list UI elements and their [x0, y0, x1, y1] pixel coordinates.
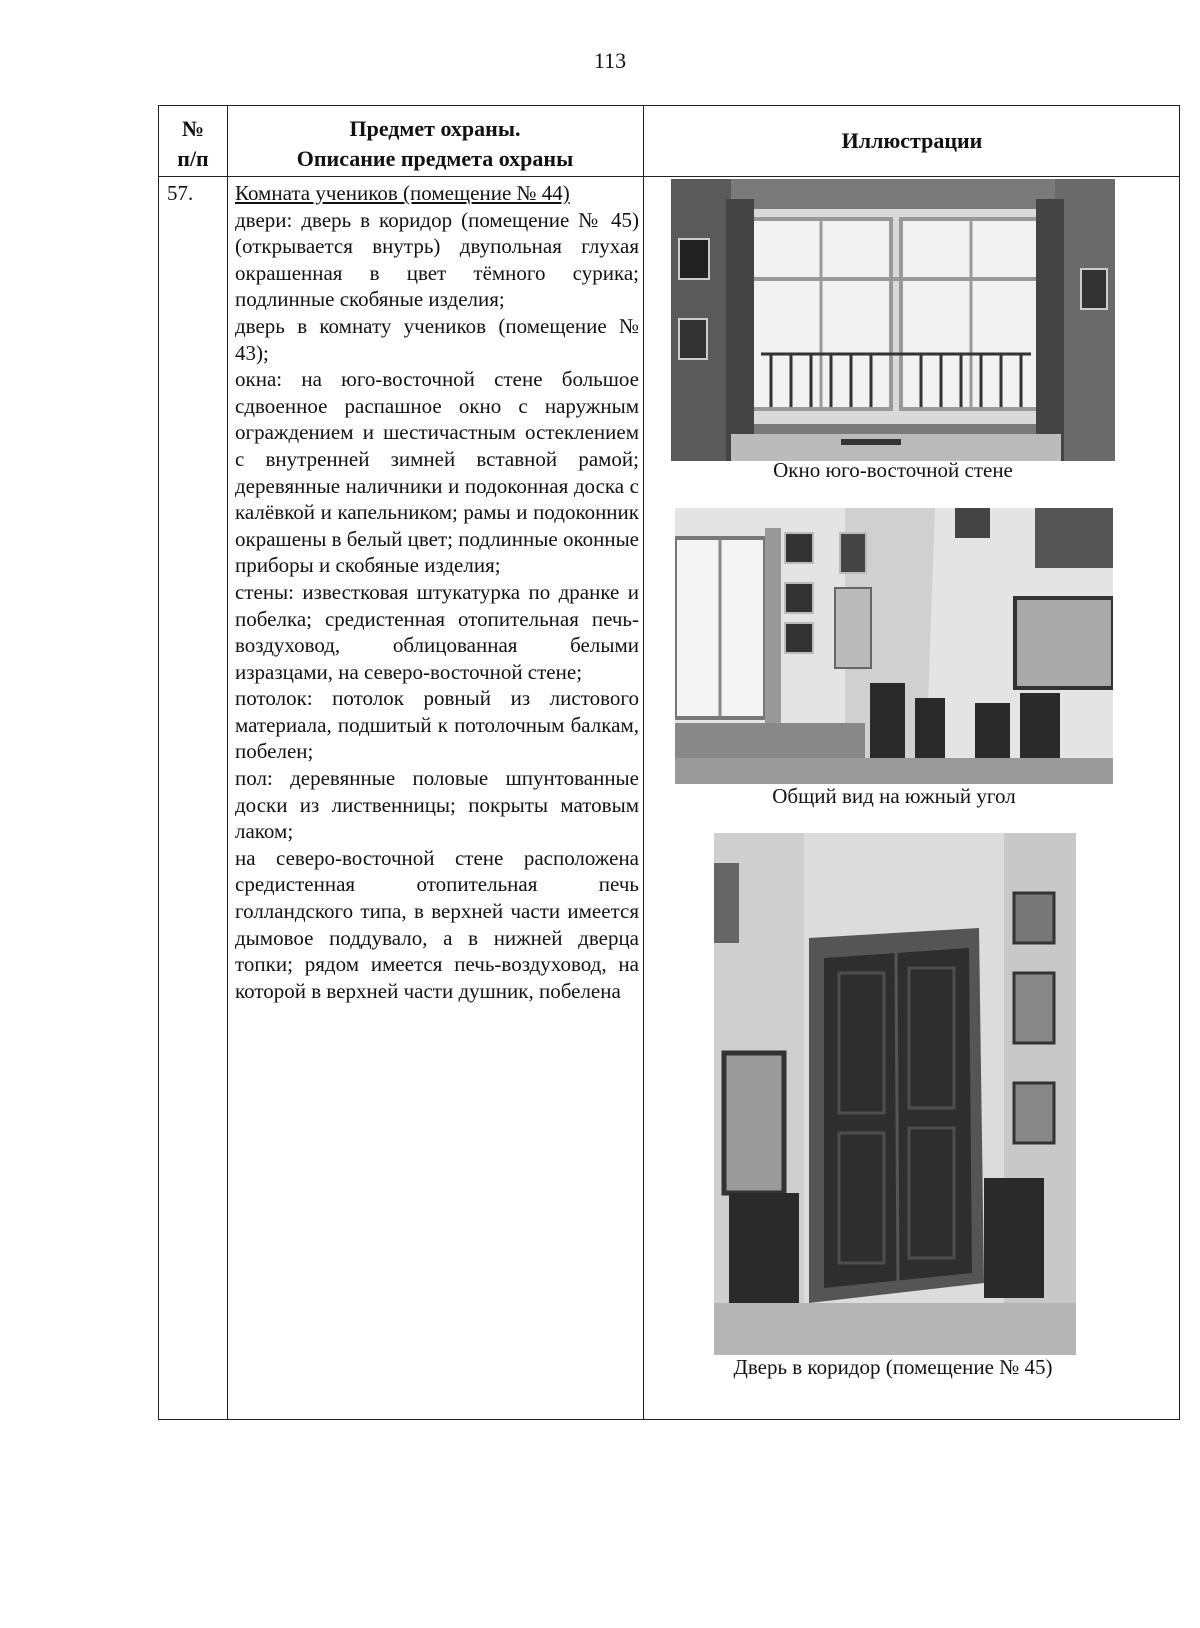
header-number — [159, 114, 227, 174]
window-photo — [671, 179, 1115, 461]
paragraph-floor: пол: деревянные половые шпунтованные доски из лиственницы; покрыты матовым лаком; — [235, 766, 639, 844]
row-number: 57. — [167, 181, 194, 205]
room-title: Комната учеников (помещение № 44) — [235, 181, 570, 205]
page-number: 113 — [593, 48, 627, 73]
protection-table — [158, 105, 1180, 1420]
header-subject-line2: Описание предмета охраны — [296, 146, 574, 171]
header-illustrations: Иллюстрации — [841, 128, 983, 153]
door-photo-caption: Дверь в коридор (помещение № 45) — [733, 1355, 1053, 1379]
column-divider-1 — [227, 106, 228, 1419]
header-number-symbol: № — [181, 116, 205, 141]
paragraph-windows: окна: на юго-восточной стене большое сдвоенное распашное окно с наружным ограждением и шестичастным остеклением с внутренней зимней вставной рамой; деревянные наличники и подоконная доска с калёвкой и капельником; рамы и подоконник окрашены в белый цвет; подлинные оконные приборы и скобяные изделия; — [235, 367, 639, 578]
door-photo — [714, 833, 1076, 1355]
south-corner-photo-caption: Общий вид на южный угол — [772, 784, 1016, 808]
paragraph-ceiling: потолок: потолок ровный из листового материала, подшитый к потолочным балкам, побелен; — [235, 686, 639, 764]
header-divider — [159, 176, 1179, 177]
paragraph-door-room43: дверь в комнату учеников (помещение № 43); — [235, 313, 639, 365]
header-number-abbr: п/п — [177, 146, 209, 171]
description-cell — [235, 180, 639, 1004]
window-photo-caption: Окно юго-восточной стене — [773, 458, 1013, 482]
column-divider-2 — [643, 106, 644, 1419]
header-subject — [227, 114, 643, 174]
paragraph-doors: двери: дверь в коридор (помещение № 45) (открывается внутрь) двупольная глухая окрашенная в цвет тёмного сурика; подлинные скобяные изделия; — [235, 207, 639, 312]
header-subject-line1: Предмет охраны. — [349, 116, 521, 141]
paragraph-walls: стены: известковая штукатурка по дранке и побелка; средистенная отопительная печь-воздуховод, облицованная белыми изразцами, на северо-восточной стене; — [235, 579, 639, 684]
paragraph-stove: на северо-восточной стене расположена средистенная отопительная печь голландского типа, в верхней части имеется дымовое поддувало, а в нижней дверца топки; рядом имеется печь-воздуховод, на которой в верхней части душник, побелена — [235, 845, 639, 1003]
south-corner-photo — [675, 508, 1113, 784]
